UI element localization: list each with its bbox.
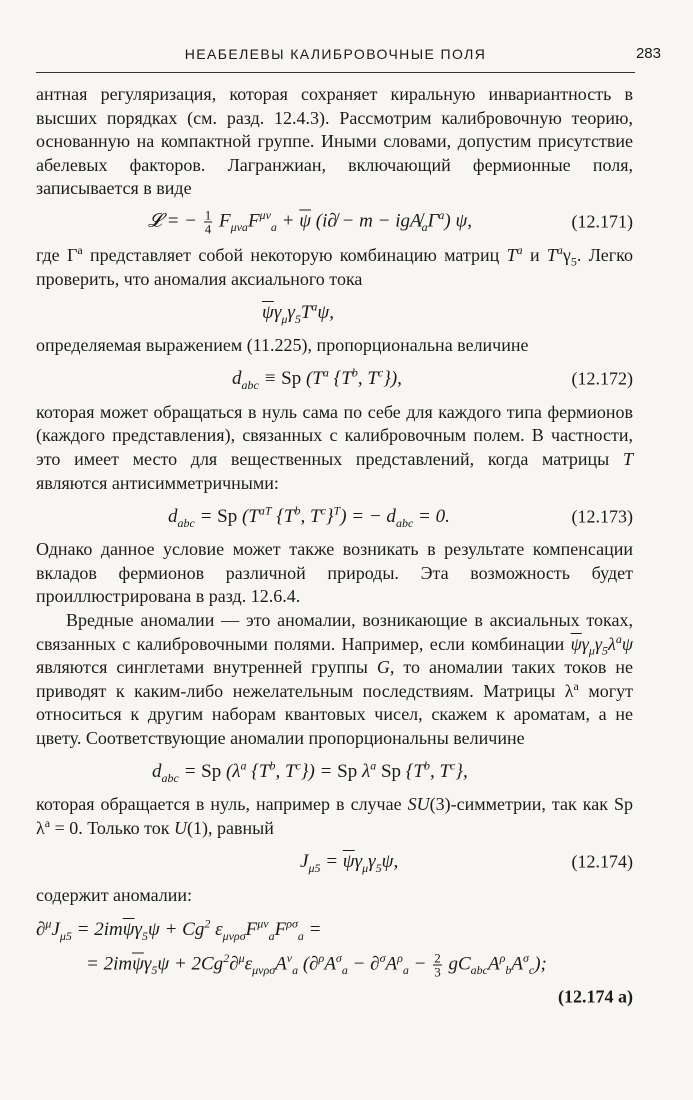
paragraph-3: определяемая выражением (11.225), пропорциональна величине <box>36 335 529 356</box>
paragraph-1: антная регуляризация, которая сохраняет киральную инвариантность в высших порядках (см. разд. 12.4.3). Рассмотрим калибровочную теорию, основанную на компактной группе. Иными словами, допустим присутствие абелевых факторов. Лагранжиан, включающий фермионные поля, записывается в виде <box>36 84 633 199</box>
equation-12-171 <box>36 201 633 244</box>
running-title: НЕАБЕЛЕВЫ КАЛИБРОВОЧНЫЕ ПОЛЯ <box>184 46 487 62</box>
axial-current-expression <box>36 291 633 334</box>
flavor-anomaly-expression <box>36 750 633 793</box>
dabc-antisymmetric-formula: $d_{abc} = Sp$ ($T^{aT}$ {$T^b$, $T^c\}^T$) = − $d_{abc} = 0$. <box>168 503 450 530</box>
paragraph-7: которая обращается в нуль, например в случае SU(3)-симметрии, так как Sp $\lambda^a = 0$. Только ток U(1), равный <box>36 794 634 839</box>
equation-number: (12.172) <box>571 368 633 389</box>
equation-12-173 <box>36 495 633 538</box>
dabc-formula: $d_{abc} \equiv Sp$ ($T^a$ {$T^b$, $T^c$}), <box>232 365 402 393</box>
equation-number: (12.174) <box>571 851 633 872</box>
singlet-current-formula: $J_{\mu 5} = \overline{\psi}\gamma_\mu\gamma_5\psi$, <box>300 851 399 875</box>
divergence-formula-line-2: = $2im\overline{\psi}\gamma_5\psi + 2Cg^2\partial^\mu\varepsilon_{\mu\nu\rho\sigma}A^\nu_a$ ($\partial^\rho A^\sigma_a - \partial^\sigma A^\rho_a$ − $\frac{2}{3}$ $gC_{abc}A^\rho_bA^\sigma_c$); <box>86 950 547 980</box>
paragraph-5: Однако данное условие может также возникать в результате компенсации вкладов фермионов различной природы. Эта возможность будет проиллюстрирована в разд. 12.6.4. <box>36 539 633 607</box>
paragraph-4: которая может обращаться в нуль сама по себе для каждого типа фермионов (каждого представления), связанных с калибровочным полем. В частности, это имеет место для вещественных представлений, когда матрицы T являются антисимметричными: <box>36 401 633 493</box>
paragraph-2: где $\Gamma^a$ представляет собой некоторую комбинацию матриц $T^a$ и $T^a\gamma_5$. Легко проверить, что аномалия аксиального тока <box>36 242 634 289</box>
divergence-formula-line-1: $\partial^\mu J_{\mu 5} = 2im\overline{\psi}\gamma_5\psi + Cg^2$ $\varepsilon_{\mu\nu\rho\sigma}F^{\mu\nu}_aF^{\rho\sigma}_a$ = <box>36 916 322 944</box>
flavor-anomaly-formula: $d_{abc} = Sp$ ($\lambda^a$ {$T^b$, $T^c\}) = Sp$ $\lambda^a$ Sp {$T^b$, $T^c$}, <box>152 758 468 785</box>
equation-number: (12.174 а) <box>558 986 633 1007</box>
lagrangian-formula: 𝓛 = − $\frac{1}{4}$ $F_{\mu\nu a}F^{\mu\nu}_a + \overline{\psi}$ (i∂̸ − $m - igA̸_a\Gamma^a$) ψ, <box>148 207 473 237</box>
equation-12-174a-line-2 <box>36 947 633 983</box>
equation-12-172 <box>36 358 633 401</box>
equation-number: (12.173) <box>571 506 633 527</box>
equation-12-174a-number-row <box>36 983 633 1011</box>
page-number: 283 <box>635 45 661 62</box>
paragraph-8: содержит аномалии: <box>36 884 192 905</box>
page-body <box>36 83 633 1011</box>
paragraph-6: Вредные аномалии — это аномалии, возникающие в аксиальных токах, связанных с калибровочными полями. Например, если комбинации $\overline{\psi}\gamma_\mu\gamma_5\lambda^a\psi$ являются синглетами внутренней группы G, то аномалии таких токов не приводят к каким-либо нежелательным последствиям. Матрицы $\lambda^a$ могут относиться к другим наборам квантовых чисел, скажем к ароматам, а не цвету. Соответствующие аномалии пропорциональны величине <box>36 609 634 748</box>
page-header <box>36 44 661 73</box>
equation-12-174 <box>36 841 633 884</box>
equation-number: (12.171) <box>571 211 633 232</box>
axial-current-formula: $\overline{\psi}\gamma_\mu\gamma_5T^a\psi$, <box>262 299 334 326</box>
equation-12-174a-line-1 <box>36 913 633 947</box>
